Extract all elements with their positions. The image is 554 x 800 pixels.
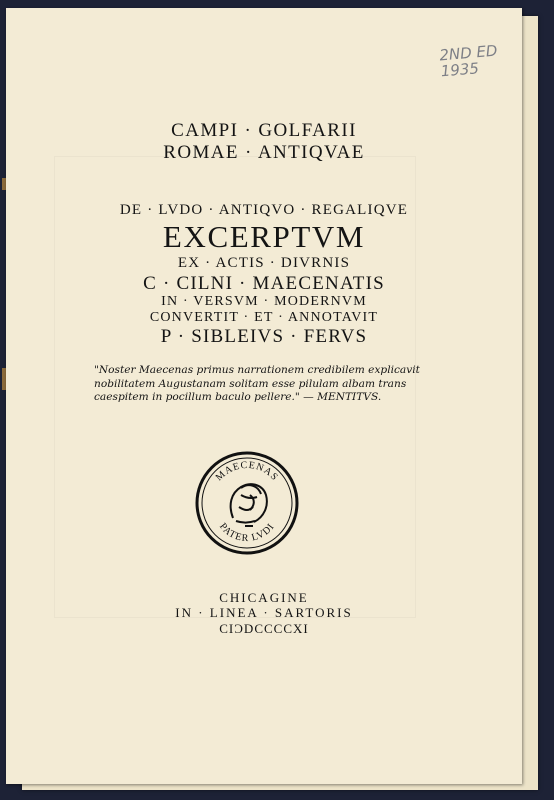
medal-bottom-text: PATER LVDI bbox=[216, 521, 278, 545]
title-page bbox=[6, 8, 522, 784]
pencil-note-line-1: 2ND ED bbox=[438, 41, 499, 65]
imprint-line-2: IN · LINEA · SARTORIS bbox=[175, 605, 353, 620]
title-line-6: C · CILNI · MAECENATIS bbox=[143, 273, 385, 294]
title-line-3: DE · LVDO · ANTIQVO · REGALIQVE bbox=[119, 202, 409, 218]
medal-top-text: MAECENAS bbox=[213, 459, 281, 484]
medal-seal bbox=[194, 450, 300, 556]
imprint-line-3: CIƆDCCCCXI bbox=[219, 621, 309, 636]
title-line-9: P · SIBLEIVS · FERVS bbox=[160, 326, 368, 347]
title-line-8: CONVERTIT · ET · ANNOTAVIT bbox=[149, 310, 379, 325]
imprint-line-1: CHICAGINE bbox=[219, 590, 309, 605]
title-line-5: EX · ACTIS · DIVRNIS bbox=[177, 255, 351, 271]
title-line-7: IN · VERSVM · MODERNVM bbox=[161, 294, 367, 309]
title-line-1: CAMPI · GOLFARII bbox=[171, 120, 357, 141]
title-line-2: ROMAE · ANTIQVAE bbox=[163, 142, 365, 163]
epigraph-quote: "Noster Maecenas primus narrationem credibilem explicavit nobilitatem Augustanam solitam esse pilulam albam trans caespitem in pocillum baculo pellere." — MENTITVS. bbox=[94, 364, 420, 403]
pencil-note bbox=[439, 41, 521, 80]
main-title: EXCERPTVM bbox=[162, 219, 366, 254]
pencil-note-line-2: 1935 bbox=[440, 59, 480, 81]
